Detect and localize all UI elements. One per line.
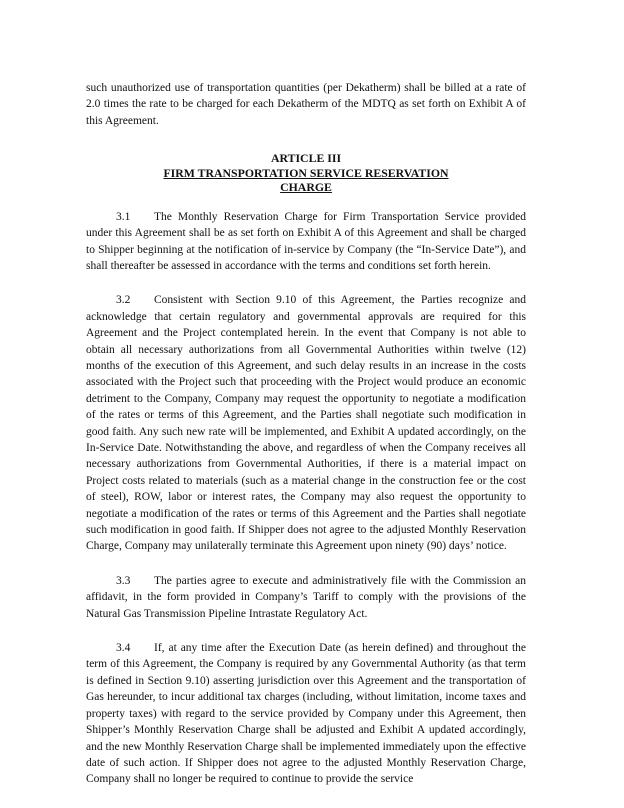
section-number: 3.1 — [116, 210, 131, 223]
section-text: The parties agree to execute and administratively file with the Commission an affidavit, in the form provided in Company’s Tariff to comply with the provisions of the Natural Gas Transmission Pipeline Intrastate Regulatory Act. — [86, 574, 526, 620]
section-number: 3.4 — [116, 642, 131, 655]
continuation-paragraph: such unauthorized use of transportation quantities (per Dekatherm) shall be billed at a rate of 2.0 times the rate to be charged for each Dekatherm of the MDTQ as set forth on Exhibit A of this Agreement. — [86, 82, 526, 127]
section-text: The Monthly Reservation Charge for Firm Transportation Service provided under this Agreement shall be as set forth on Exhibit A of this Agreement and shall be charged to Shipper beginning at the notification of in-service by Company (the “In-Service Date”), and shall thereafter be assessed in accordance with the terms and conditions set forth herein. — [86, 210, 526, 272]
section-3-1 — [86, 209, 526, 275]
section-number: 3.2 — [116, 294, 131, 307]
article-title-line1: FIRM TRANSPORTATION SERVICE RESERVATION — [163, 165, 449, 180]
article-title-line2: CHARGE — [280, 180, 332, 195]
page-content — [86, 80, 526, 806]
section-text: Consistent with Section 9.10 of this Agreement, the Parties recognize and acknowledge that certain regulatory and governmental approvals are required for this Agreement and the Project contemplated herein. In the event that Company is not able to obtain all necessary authorizations from all Governmental Authorities within twelve (12) months of the execution of this Agreement, and such delay results in an increase in the costs associated with the Project such that proceeding with the Project would produce an economic detriment to the Company, Company may request the opportunity to negotiate a modification of the rates or terms of this Agreement, and the Parties shall negotiate such modification in good faith. Any such new rate will be implemented, and Exhibit A updated accordingly, on the In-Service Date. Notwithstanding the above, and regardless of when the Company receives all necessary authorizations from Governmental Authorities, if there is a material impact on Project costs related to materials (such as a material change in the construction fee or the cost of steel), ROW, labor or interest rates, the Company may also request the opportunity to negotiate a modification of the rates or terms of this Agreement and the Parties shall negotiate such modification in good faith. If Shipper does not agree to the adjusted Monthly Reservation Charge, Company may unilaterally terminate this Agreement upon ninety (90) days’ notice. — [86, 294, 526, 553]
section-text: If, at any time after the Execution Date (as herein defined) and throughout the term of this Agreement, the Company is required by any Governmental Authority (as that term is defined in Section 9.10) asserting jurisdiction over this Agreement and the transportation of Gas hereunder, to incur additional tax charges (including, without limitation, income taxes and property taxes) with regard to the service provided by Company under this Agreement, then Shipper’s Monthly Reservation Charge shall be adjusted and Exhibit A updated accordingly, and the new Monthly Reservation Charge shall be implemented immediately upon the effective date of such action. If Shipper does not agree to the adjusted Monthly Reservation Charge, Company shall no longer be required to continue to provide the service — [86, 642, 526, 786]
section-3-3 — [86, 573, 526, 622]
article-heading — [86, 151, 526, 195]
section-number: 3.3 — [116, 574, 131, 587]
article-number: ARTICLE III — [270, 151, 342, 166]
section-3-4 — [86, 640, 526, 788]
section-3-2 — [86, 292, 526, 555]
